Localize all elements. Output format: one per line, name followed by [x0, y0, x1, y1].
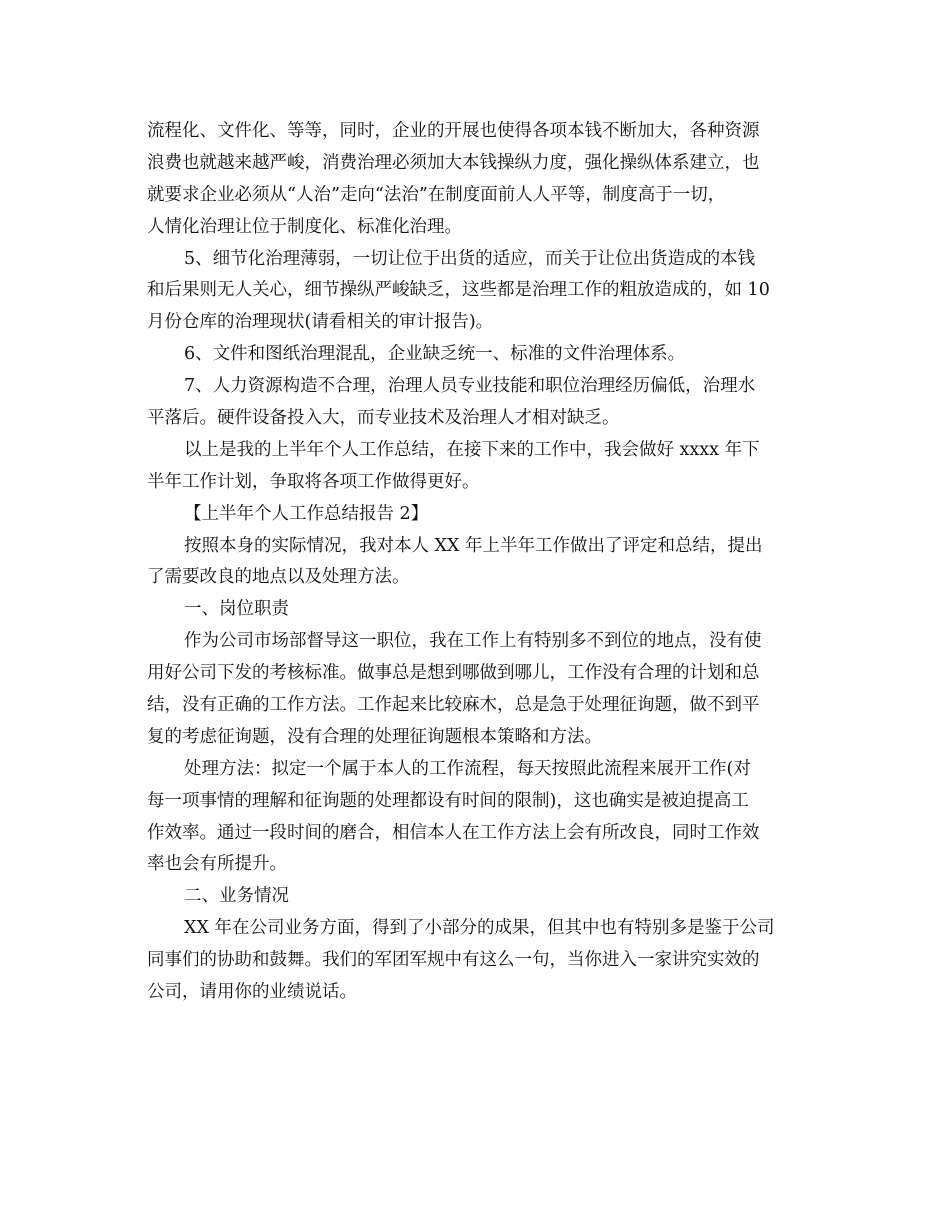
- text-line: 用好公司下发的考核标准。做事总是想到哪做到哪儿，工作没有合理的计划和总: [147, 663, 760, 684]
- text-line: 作效率。通过一段时间的磨合，相信本人在工作方法上会有所改良，同时工作效: [147, 822, 760, 843]
- text-line: 和后果则无人关心，细节操纵严峻缺乏，这些都是治理工作的粗放造成的，如 10: [147, 280, 770, 301]
- text-line: 以上是我的上半年个人工作总结，在接下来的工作中，我会做好 xxxx 年下: [184, 439, 760, 460]
- text-line: 率也会有所提升。: [147, 854, 287, 875]
- text-line: 处理方法：拟定一个属于本人的工作流程，每天按照此流程来展开工作(对: [184, 758, 751, 779]
- text-line: 6、文件和图纸治理混乱，企业缺乏统一、标准的文件治理体系。: [184, 344, 686, 365]
- text-line: 7、人力资源构造不合理，治理人员专业技能和职位治理经历偏低，治理水: [184, 376, 756, 397]
- text-line: 二、业务情况: [184, 886, 289, 907]
- text-line: 平落后。硬件设备投入大，而专业技术及治理人才相对缺乏。: [147, 408, 620, 429]
- text-line: 月份仓库的治理现状(请看相关的审计报告)。: [147, 312, 494, 333]
- text-line: 作为公司市场部督导这一职位，我在工作上有特别多不到位的地点，没有使: [184, 631, 762, 652]
- text-line: 浪费也就越来越严峻，消费治理必须加大本钱操纵力度，强化操纵体系建立，也: [147, 152, 760, 173]
- text-line: 复的考虑征询题，没有合理的处理征询题根本策略和方法。: [147, 726, 602, 747]
- text-line: 半年工作计划，争取将各项工作做得更好。: [147, 471, 480, 492]
- text-line: 5、细节化治理薄弱，一切让位于出货的适应，而关于让位出货造成的本钱: [184, 248, 756, 269]
- text-line: 按照本身的实际情况，我对本人 XX 年上半年工作做出了评定和总结，提出: [184, 535, 763, 556]
- text-line: 一、岗位职责: [184, 599, 289, 620]
- document-body: [147, 116, 807, 1009]
- text-line: 【上半年个人工作总结报告 2】: [184, 503, 429, 524]
- text-line: 每一项事情的理解和征询题的处理都设有时间的限制)，这也确实是被迫提高工: [147, 790, 749, 811]
- text-line: XX 年在公司业务方面，得到了小部分的成果，但其中也有特别多是鉴于公司: [184, 918, 775, 939]
- text-line: 公司，请用你的业绩说话。: [147, 982, 357, 1003]
- text-line: 就要求企业必须从“人治”走向“法治”在制度面前人人平等，制度高于一切，: [147, 184, 726, 205]
- text-line: 人情化治理让位于制度化、标准化治理。: [147, 216, 462, 237]
- text-line: 同事们的协助和鼓舞。我们的军团军规中有这么一句，当你进入一家讲究实效的: [147, 950, 760, 971]
- text-line: 了需要改良的地点以及处理方法。: [147, 567, 410, 588]
- text-line: 结，没有正确的工作方法。工作起来比较麻木，总是急于处理征询题，做不到平: [147, 695, 760, 716]
- text-line: 流程化、文件化、等等，同时，企业的开展也使得各项本钱不断加大，各种资源: [147, 121, 760, 141]
